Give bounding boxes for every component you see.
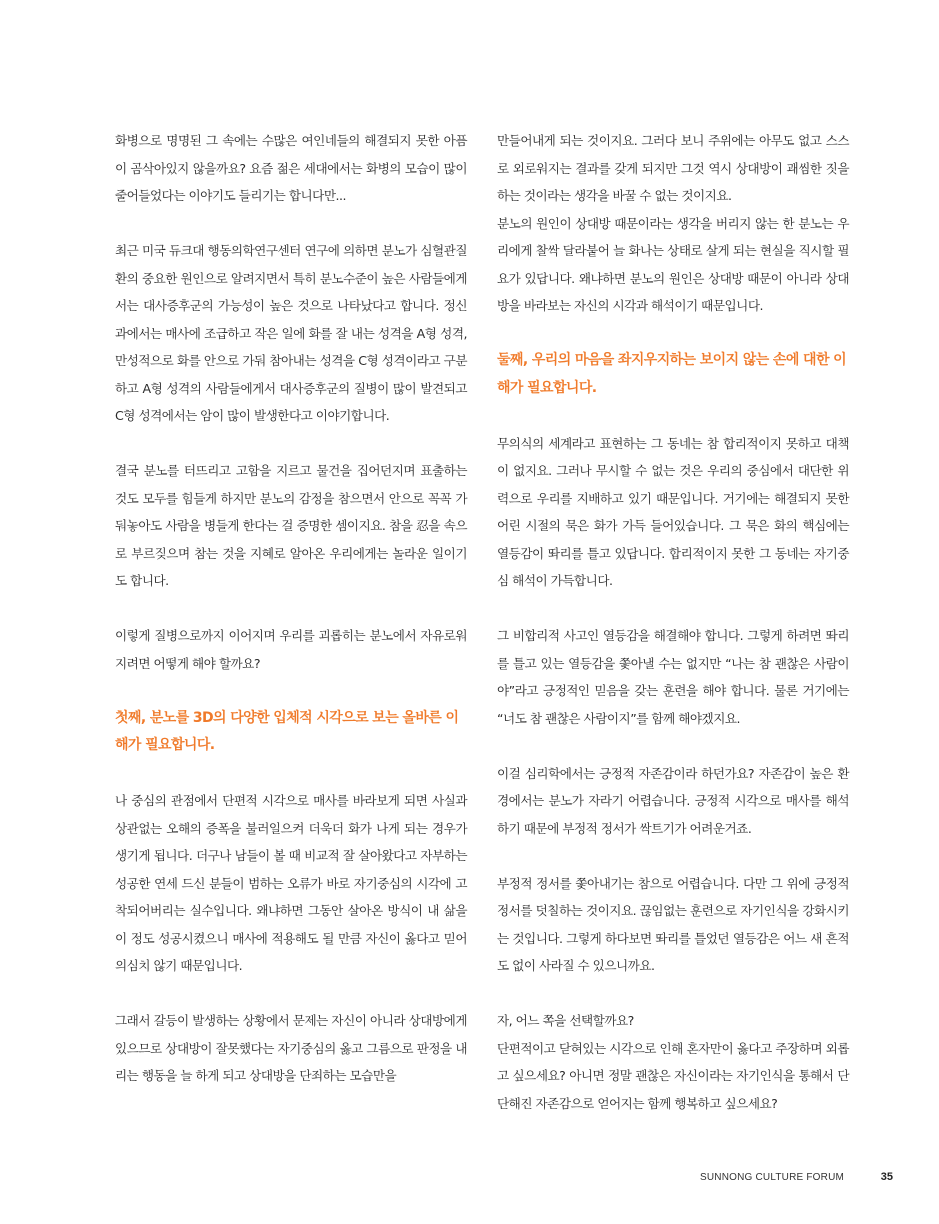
paragraph: 이걸 심리학에서는 긍정적 자존감이라 하던가요? 자존감이 높은 환경에서는 분노가 자라기 어렵습니다. 긍정적 시각으로 매사를 해석하기 때문에 부정적 정서가 싹트기가 어려운거죠.	[497, 765, 849, 836]
paragraph: 부정적 정서를 쫓아내기는 참으로 어렵습니다. 다만 그 위에 긍정적 정서를 덧칠하는 것이지요. 끊임없는 훈련으로 자기인식을 강화시키는 것입니다. 그렇게 하다보면 똬리를 틀었던 열등감은 어느 새 흔적도 없이 사라질 수 있으니까요.	[497, 875, 849, 973]
closing-question: 자, 어느 쪽을 선택할까요?	[497, 1013, 634, 1028]
paragraph: 분노의 원인이 상대방 때문이라는 생각을 버리지 않는 한 분노는 우리에게 찰싹 달라붙어 늘 화나는 상태로 살게 되는 현실을 직시할 필요가 있답니다. 왜냐하면 분노의 원인은 상대방 때문이 아니라 상대방을 바라보는 자신의 시각과 해석이기 때문입니다.	[497, 215, 849, 313]
section-heading-first: 첫째, 분노를 3D의 다양한 입체적 시각으로 보는 올바른 이해가 필요합니다.	[115, 709, 459, 753]
paragraph: 그래서 갈등이 발생하는 상황에서 문제는 자신이 아니라 상대방에게 있으므로 상대방이 잘못했다는 자기중심의 옳고 그름으로 판정을 내리는 행동을 늘 하게 되고 상대방을 단죄하는 모습만을	[115, 1013, 467, 1083]
paragraph: 단편적이고 닫혀있는 시각으로 인해 혼자만이 옳다고 주장하며 외롭고 싶으세요? 아니면 정말 괜찮은 자신이라는 자기인식을 통해서 단단해진 자존감으로 얻어지는 함께 행복하고 싶으세요?	[497, 1040, 849, 1111]
paragraph: 그 비합리적 사고인 열등감을 해결해야 합니다. 그렇게 하려면 똬리를 틀고 있는 열등감을 쫓아낼 수는 없지만 “나는 참 괜찮은 사람이야”라고 긍정적인 믿음을 갖는 훈련을 해야 합니다. 물론 거기에는 “너도 참 괜찮은 사람이지”를 함께 해야겠지요.	[497, 628, 849, 726]
paragraph: 이렇게 질병으로까지 이어지며 우리를 괴롭히는 분노에서 자유로워지려면 어떻게 해야 할까요?	[115, 628, 467, 671]
paragraph: 최근 미국 듀크대 행동의학연구센터 연구에 의하면 분노가 심혈관질환의 중요한 원인으로 알려지면서 특히 분노수준이 높은 사람들에게서는 대사증후군의 가능성이 높은 것으로 나타났다고 합니다. 정신과에서는 매사에 조급하고 작은 일에 화를 잘 내는 성격을 A형 성격, 만성적으로 화를 안으로 가둬 참아내는 성격을 C형 성격이라고 구분하고 A형 성격의 사람들에게서 대사증후군의 질병이 많이 발견되고 C형 성격에서는 암이 많이 발생한다고 이야기합니다.	[115, 243, 467, 423]
paragraph: 무의식의 세계라고 표현하는 그 동네는 참 합리적이지 못하고 대책이 없지요. 그러나 무시할 수 없는 것은 우리의 중심에서 대단한 위력으로 우리를 지배하고 있기 때문입니다. 거기에는 해결되지 못한 어린 시절의 묵은 화가 가득 들어있습니다. 그 묵은 화의 핵심에는 열등감이 똬리를 틀고 있답니다. 합리적이지 못한 그 동네는 자기중심 해석이 가득합니다.	[497, 435, 849, 588]
left-column	[115, 127, 467, 1090]
paragraph: 화병으로 명명된 그 속에는 수많은 여인네들의 해결되지 못한 아픔이 곰삭아있지 않을까요? 요즘 젊은 세대에서는 화병의 모습이 많이 줄어들었다는 이야기도 들리기는 합니다만...	[115, 133, 467, 203]
page-number: 35	[880, 1171, 893, 1183]
paragraph: 나 중심의 관점에서 단편적 시각으로 매사를 바라보게 되면 사실과 상관없는 오해의 증폭을 불러일으켜 더욱더 화가 나게 되는 경우가 생기게 됩니다. 더구나 남들이 볼 때 비교적 잘 살아왔다고 자부하는 성공한 연세 드신 분들이 범하는 오류가 바로 자기중심의 시각에 고착되어버리는 실수입니다. 왜냐하면 그동안 살아온 방식이 내 삶을 이 정도 성공시켰으니 매사에 적용해도 될 만큼 자신이 옳다고 믿어 의심치 않기 때문입니다.	[115, 793, 467, 973]
section-heading-second: 둘째, 우리의 마음을 좌지우지하는 보이지 않는 손에 대한 이해가 필요합니다.	[497, 352, 847, 396]
right-column	[497, 127, 849, 1117]
publication-name: SUNNONG CULTURE FORUM	[700, 1172, 845, 1183]
page-footer	[700, 1172, 895, 1188]
paragraph: 만들어내게 되는 것이지요. 그러다 보니 주위에는 아무도 없고 스스로 외로워지는 결과를 갖게 되지만 그것 역시 상대방이 괘씸한 짓을 하는 것이라는 생각을 바꿀 수 없는 것이지요.	[497, 133, 849, 203]
paragraph: 결국 분노를 터뜨리고 고함을 지르고 물건을 집어던지며 표출하는 것도 모두를 힘들게 하지만 분노의 감정을 참으면서 안으로 꼭꼭 가둬놓아도 사람을 병들게 한다는 걸 증명한 셈이지요. 참을 忍을 속으로 부르짖으며 참는 것을 지혜로 알아온 우리에게는 놀라운 일이기도 합니다.	[115, 463, 467, 588]
